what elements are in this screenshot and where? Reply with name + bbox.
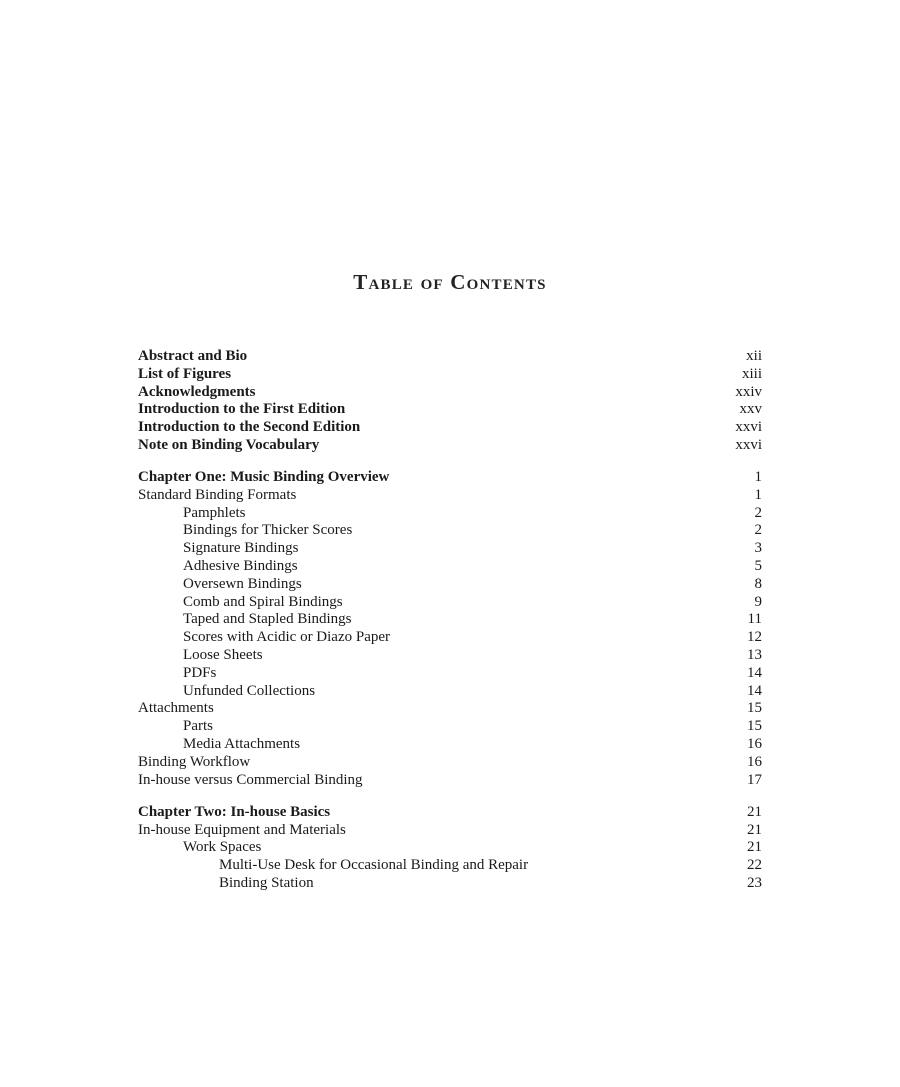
toc-entry [138, 736, 762, 754]
toc-entry-title: Taped and Stapled Bindings [183, 611, 352, 628]
toc-page-number: 3 [754, 540, 762, 557]
toc-page-number: 21 [747, 821, 762, 838]
toc-entry [138, 718, 762, 736]
toc-entry [138, 875, 762, 893]
toc-entry [138, 857, 762, 875]
toc-entry-title: Chapter Two: In-house Basics [138, 803, 331, 820]
toc-section [138, 469, 762, 789]
toc-entry-title: Work Spaces [183, 839, 262, 856]
toc-entry [138, 629, 762, 647]
toc-entry-title: Pamphlets [183, 504, 246, 521]
toc-entry [138, 522, 762, 540]
toc-entry-title: Comb and Spiral Bindings [183, 593, 343, 610]
toc-page-number: 2 [754, 522, 762, 539]
toc-section [138, 348, 762, 455]
toc-entry [138, 665, 762, 683]
toc-page-number: 15 [747, 700, 762, 717]
toc-page-number: 14 [747, 682, 762, 699]
table-of-contents [138, 348, 762, 893]
toc-entry-title: Scores with Acidic or Diazo Paper [183, 629, 391, 646]
toc-entry-title: PDFs [183, 664, 217, 681]
toc-entry-title: Note on Binding Vocabulary [138, 436, 320, 453]
toc-entry-title: Acknowledgments [138, 383, 256, 400]
toc-entry-title: Unfunded Collections [183, 682, 316, 699]
toc-entry-title: In-house Equipment and Materials [138, 821, 346, 838]
toc-entry-title: Abstract and Bio [138, 348, 248, 364]
toc-entry-title: Media Attachments [183, 736, 301, 753]
page-title: Table of Contents [353, 270, 547, 294]
toc-heading-entry [138, 804, 762, 822]
toc-page-number: 9 [754, 593, 762, 610]
toc-page-number: 5 [754, 558, 762, 575]
toc-heading-entry [138, 366, 762, 384]
toc-page-number: 22 [747, 857, 762, 874]
toc-page-number: 15 [747, 718, 762, 735]
toc-entry [138, 487, 762, 505]
toc-entry-title: Adhesive Bindings [183, 558, 298, 575]
toc-page-number: 2 [754, 504, 762, 521]
toc-entry-title: List of Figures [138, 365, 232, 382]
toc-entry-title: Multi-Use Desk for Occasional Binding and Repair [219, 857, 529, 874]
toc-entry-title: Introduction to the First Edition [138, 401, 346, 418]
toc-page-number: 8 [754, 575, 762, 592]
toc-page-number: 1 [754, 469, 762, 486]
toc-entry-title: Binding Workflow [138, 753, 251, 770]
toc-entry-title: Standard Binding Formats [138, 486, 297, 503]
toc-page-number: xxvi [735, 436, 762, 453]
toc-entry [138, 505, 762, 523]
toc-page-number: xii [746, 348, 762, 364]
toc-entry [138, 611, 762, 629]
toc-entry-title: Oversewn Bindings [183, 575, 302, 592]
toc-entry [138, 594, 762, 612]
toc-page-number: 1 [754, 486, 762, 503]
toc-section [138, 804, 762, 893]
toc-page-number: xxvi [735, 419, 762, 436]
toc-page-number: 21 [747, 803, 762, 820]
toc-entry-title: Introduction to the Second Edition [138, 419, 361, 436]
toc-page-number: 13 [747, 647, 762, 664]
toc-page-number: 14 [747, 664, 762, 681]
toc-heading-entry [138, 469, 762, 487]
toc-page-number: 17 [747, 771, 762, 788]
toc-entry [138, 772, 762, 790]
toc-entry [138, 700, 762, 718]
toc-entry-title: Attachments [138, 700, 214, 717]
toc-heading-entry [138, 419, 762, 437]
toc-entry-title: Signature Bindings [183, 540, 299, 557]
toc-entry-title: Binding Station [219, 874, 314, 891]
toc-heading-entry [138, 348, 762, 366]
toc-entry [138, 647, 762, 665]
toc-entry-title: Bindings for Thicker Scores [183, 522, 353, 539]
toc-page-number: xiii [741, 365, 762, 382]
toc-heading-entry [138, 437, 762, 455]
toc-heading-entry [138, 384, 762, 402]
toc-page-number: xxv [739, 401, 762, 418]
toc-entry-title: Loose Sheets [183, 647, 263, 664]
toc-page-number: 21 [747, 839, 762, 856]
toc-entry [138, 683, 762, 701]
toc-heading-entry [138, 401, 762, 419]
toc-entry [138, 839, 762, 857]
toc-entry [138, 540, 762, 558]
toc-entry [138, 754, 762, 772]
toc-page-number: 12 [747, 629, 762, 646]
toc-entry-title: Parts [183, 718, 213, 735]
toc-entry [138, 822, 762, 840]
toc-entry [138, 576, 762, 594]
toc-page-number: 16 [747, 753, 762, 770]
toc-entry-title: Chapter One: Music Binding Overview [138, 469, 390, 486]
toc-page-number: xxiv [735, 383, 762, 400]
toc-entry [138, 558, 762, 576]
toc-entry-title: In-house versus Commercial Binding [138, 771, 363, 788]
toc-page-number: 11 [747, 611, 762, 628]
toc-page-number: 23 [747, 874, 762, 891]
toc-page-number: 16 [747, 736, 762, 753]
